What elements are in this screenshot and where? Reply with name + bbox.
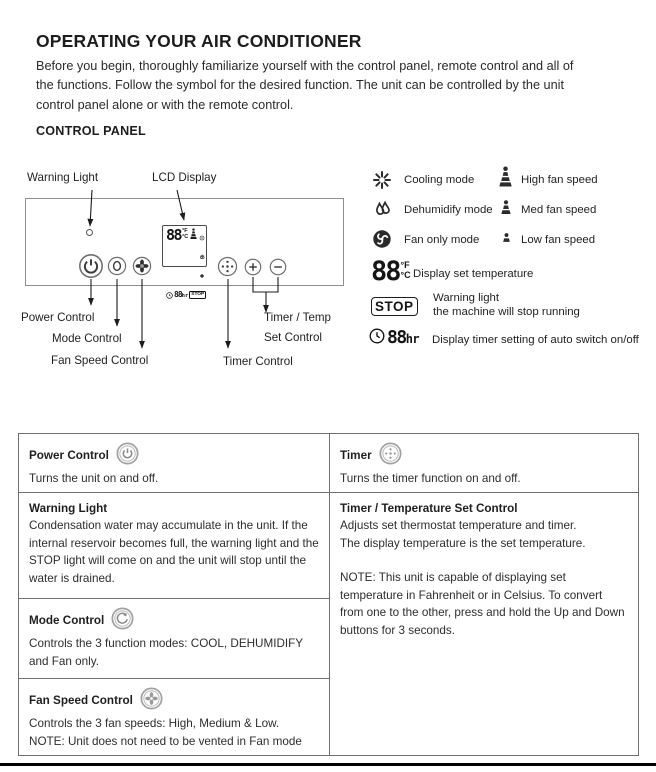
timer-icon: [379, 442, 402, 469]
display-set-temperature-label: Display set temperature: [413, 268, 534, 280]
clock-icon: [369, 328, 385, 349]
fan-speed-button-icon: [132, 256, 152, 276]
mode-control-title: Mode Control: [29, 614, 105, 627]
warning-light-label: Warning Light: [27, 171, 99, 184]
fan-only-mode-label: Fan only mode: [404, 234, 480, 246]
plus-button-icon: [244, 258, 262, 276]
lcd-clock-icon: [166, 286, 173, 304]
power-button-icon: [78, 253, 104, 279]
timer-display: [369, 328, 419, 349]
low-fan-speed-icon: [499, 231, 514, 251]
set-temperature-display: [371, 256, 411, 287]
timer-temp-set-note: NOTE: This unit is capable of displaying set temperature in Fahrenheit or in Celsius. To convert from one to the other, press and hold the Up and Down buttons for 3 seconds.: [340, 571, 625, 637]
timer-cell: [330, 434, 639, 493]
high-fan-speed-icon: [497, 166, 514, 195]
timer-button-icon: [217, 256, 238, 277]
cooling-icon: [372, 170, 392, 195]
power-control-title: Power Control: [29, 449, 109, 462]
fan-speed-control-title: Fan Speed Control: [29, 694, 133, 707]
lcd-stop-indicator: STOP: [191, 292, 205, 297]
timer-control-label: Timer Control: [223, 355, 293, 368]
dehumidify-icon: [372, 199, 392, 224]
timer-temp-set-label-line1: Timer / Temp: [264, 311, 331, 324]
lcd-dehumidify-icon: [199, 247, 205, 265]
power-control-cell: [19, 434, 330, 493]
mode-control-body: Controls the 3 function modes: COOL, DEHUMIDIFY and Fan only.: [29, 637, 303, 668]
minus-button-icon: [269, 258, 287, 276]
lcd-display-label: LCD Display: [152, 171, 217, 184]
warning-light-legend-line1: Warning light: [433, 292, 500, 304]
fan-speed-icon: [140, 687, 163, 714]
dehumidify-mode-label: Dehumidify mode: [404, 204, 493, 216]
fan-speed-control-body2: NOTE: Unit does not need to be vented in Fan mode: [29, 734, 302, 748]
mode-icon: [111, 607, 134, 634]
mode-button-icon: [107, 256, 127, 276]
lcd-fan-icon: [199, 266, 205, 284]
timer-title: Timer: [340, 449, 372, 462]
page-title: OPERATING YOUR AIR CONDITIONER: [36, 31, 362, 51]
fan-speed-control-cell: [19, 679, 330, 756]
fahrenheit-unit: °F: [400, 260, 410, 270]
lcd-display: [162, 225, 207, 299]
timer-temp-set-body2: The display temperature is the set temperature.: [340, 536, 586, 550]
stop-badge: STOP: [371, 297, 418, 316]
low-fan-speed-label: Low fan speed: [521, 234, 596, 246]
med-fan-speed-icon: [498, 199, 514, 223]
high-fan-speed-label: High fan speed: [521, 174, 598, 186]
cooling-mode-label: Cooling mode: [404, 174, 475, 186]
lcd-fan-speed-cone-icon: [189, 228, 198, 246]
warning-light-cell: [19, 493, 330, 599]
timer-temp-set-cell: [330, 493, 639, 756]
timer-body: Turns the timer function on and off.: [340, 472, 521, 485]
timer-display-suffix: hr: [405, 332, 420, 346]
page-bottom-rule: [0, 763, 656, 766]
warning-light-legend-line2: the machine will stop running: [433, 306, 580, 318]
intro-line: Before you begin, thoroughly familiarize yourself with the control panel, remote control and all of: [36, 59, 574, 73]
power-control-label: Power Control: [21, 311, 95, 324]
timer-display-value: 88: [387, 327, 406, 348]
celsius-unit: °C: [400, 270, 411, 280]
lcd-unit-celsius: °C: [182, 234, 189, 240]
set-temperature-value: 88: [371, 256, 400, 287]
warning-light-title: Warning Light: [29, 502, 108, 515]
lcd-temperature-value: 88: [166, 226, 182, 244]
timer-temp-set-title: Timer / Temperature Set Control: [340, 502, 518, 515]
fan-speed-control-label: Fan Speed Control: [51, 354, 149, 367]
power-control-body: Turns the unit on and off.: [29, 472, 159, 485]
intro-line: control panel alone or with the remote control.: [36, 97, 294, 112]
fan-only-icon: [372, 229, 392, 254]
intro-paragraph: [36, 57, 573, 115]
display-timer-setting-label: Display timer setting of auto switch on/off: [432, 334, 639, 346]
mode-control-label: Mode Control: [52, 332, 122, 345]
timer-temp-set-body1: Adjusts set thermostat temperature and timer.: [340, 519, 577, 532]
intro-line: the functions. Follow the symbol for the desired function. The unit can be controlled by the unit: [36, 78, 565, 93]
controls-table: [18, 433, 639, 756]
fan-speed-control-body1: Controls the 3 fan speeds: High, Medium & Low.: [29, 717, 280, 730]
lcd-timer-suffix: hr: [181, 292, 189, 299]
lcd-timer-value: 88: [174, 289, 182, 299]
power-icon: [116, 442, 139, 469]
warning-light-dot: [86, 229, 93, 236]
mode-control-cell: [19, 599, 330, 679]
lcd-cooling-icon: [199, 228, 205, 246]
lcd-unit-fahrenheit: °F: [182, 228, 188, 234]
med-fan-speed-label: Med fan speed: [521, 204, 597, 216]
section-heading: CONTROL PANEL: [36, 124, 146, 138]
warning-light-body: Condensation water may accumulate in the unit. If the internal reservoir becomes full, the warning light and the STOP light will come on and the unit will stop until the water is drained.: [29, 519, 319, 585]
timer-temp-set-label-line2: Set Control: [264, 331, 322, 344]
